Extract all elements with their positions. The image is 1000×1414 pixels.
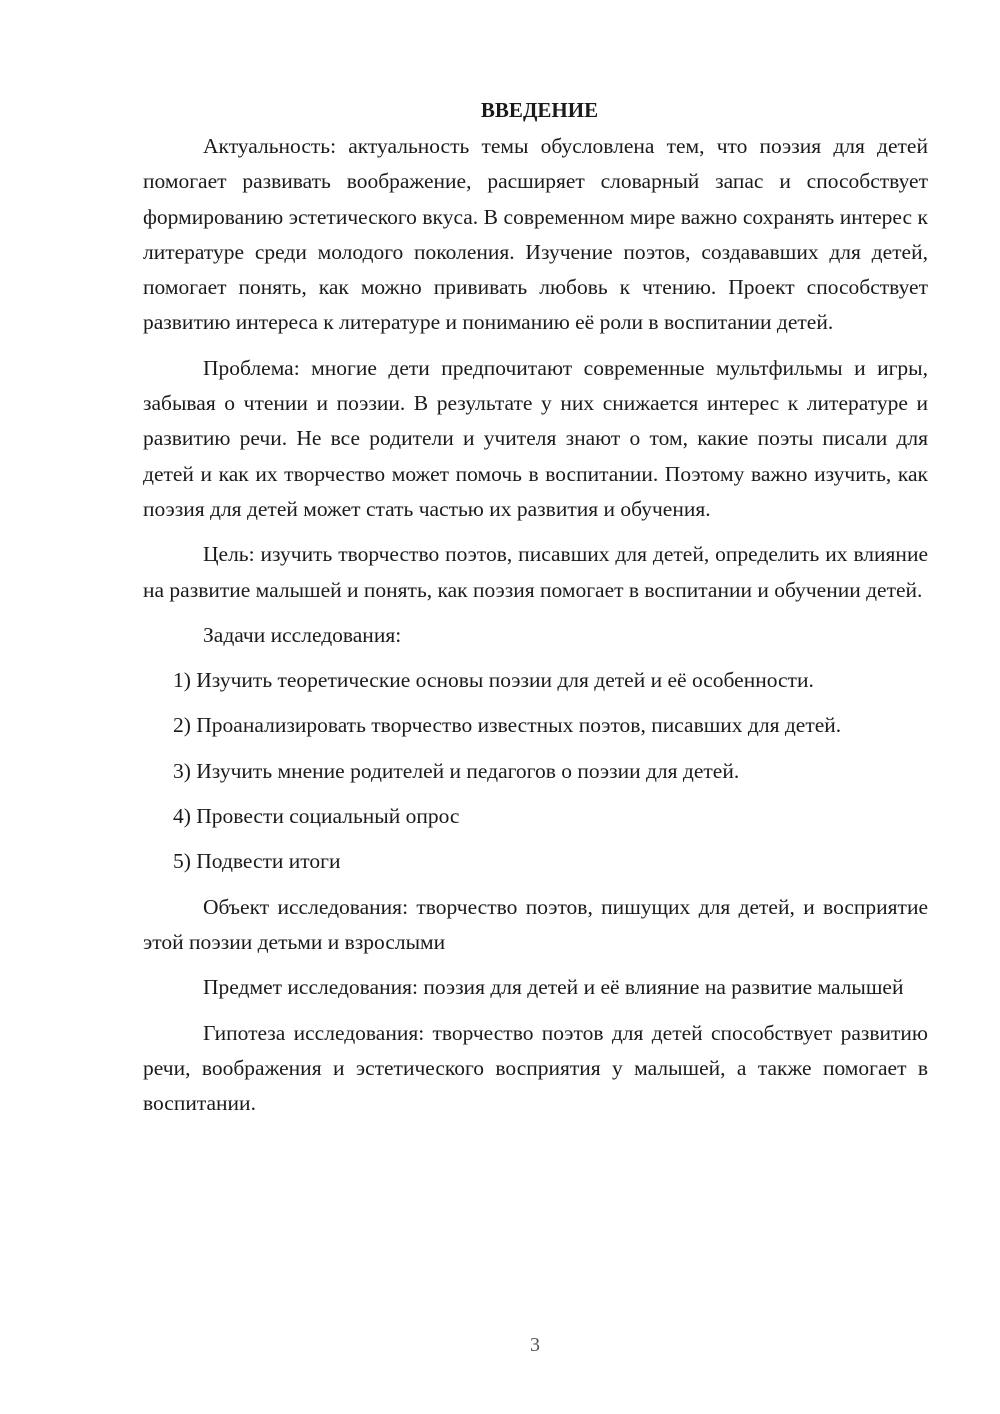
task-item: 3) Изучить мнение родителей и педагогов о поэзии для детей. (173, 758, 740, 783)
page-title: ВВЕДЕНИЕ (480, 98, 599, 122)
paragraph-object: Объект исследования: творчество поэтов, пишущих для детей, и восприятие этой поэзии детьми и взрослыми (143, 894, 928, 954)
page-number: 3 (530, 1334, 540, 1356)
task-item: 4) Провести социальный опрос (173, 804, 460, 829)
paragraph-problem: Проблема: многие дети предпочитают современные мультфильмы и игры, забывая о чтении и поэзии. В результате у них снижается интерес к литературе и развитию речи. Не все родители и учителя знают о том, какие поэты писали для детей и как их творчество может помочь в воспитании. Поэтому важно изучить, как поэзия для детей может стать частью их развития и обучения. (143, 355, 928, 521)
tasks-heading: Задачи исследования: (203, 622, 402, 647)
task-item: 1) Изучить теоретические основы поэзии для детей и её особенности. (173, 668, 814, 693)
task-item: 5) Подвести итоги (173, 849, 341, 874)
paragraph-subject: Предмет исследования: поэзия для детей и её влияние на развитие малышей (203, 975, 904, 1000)
task-item: 2) Проанализировать творчество известных поэтов, писавших для детей. (173, 713, 842, 738)
paragraph-relevance: Актуальность: актуальность темы обусловлена тем, что поэзия для детей помогает развивать воображение, расширяет словарный запас и способствует формированию эстетического вкуса. В современном мире важно сохранять интерес к литературе среди молодого поколения. Изучение поэтов, создававших для детей, помогает понять, как можно прививать любовь к чтению. Проект способствует развитию интереса к литературе и пониманию её роли в воспитании детей. (143, 134, 928, 335)
document-page (143, 95, 928, 1131)
paragraph-goal: Цель: изучить творчество поэтов, писавших для детей, определить их влияние на развитие малышей и понять, как поэзия помогает в воспитании и обучении детей. (143, 542, 928, 602)
paragraph-hypothesis: Гипотеза исследования: творчество поэтов для детей способствует развитию речи, воображения и эстетического восприятия у малышей, а также помогает в воспитании. (143, 1020, 928, 1116)
